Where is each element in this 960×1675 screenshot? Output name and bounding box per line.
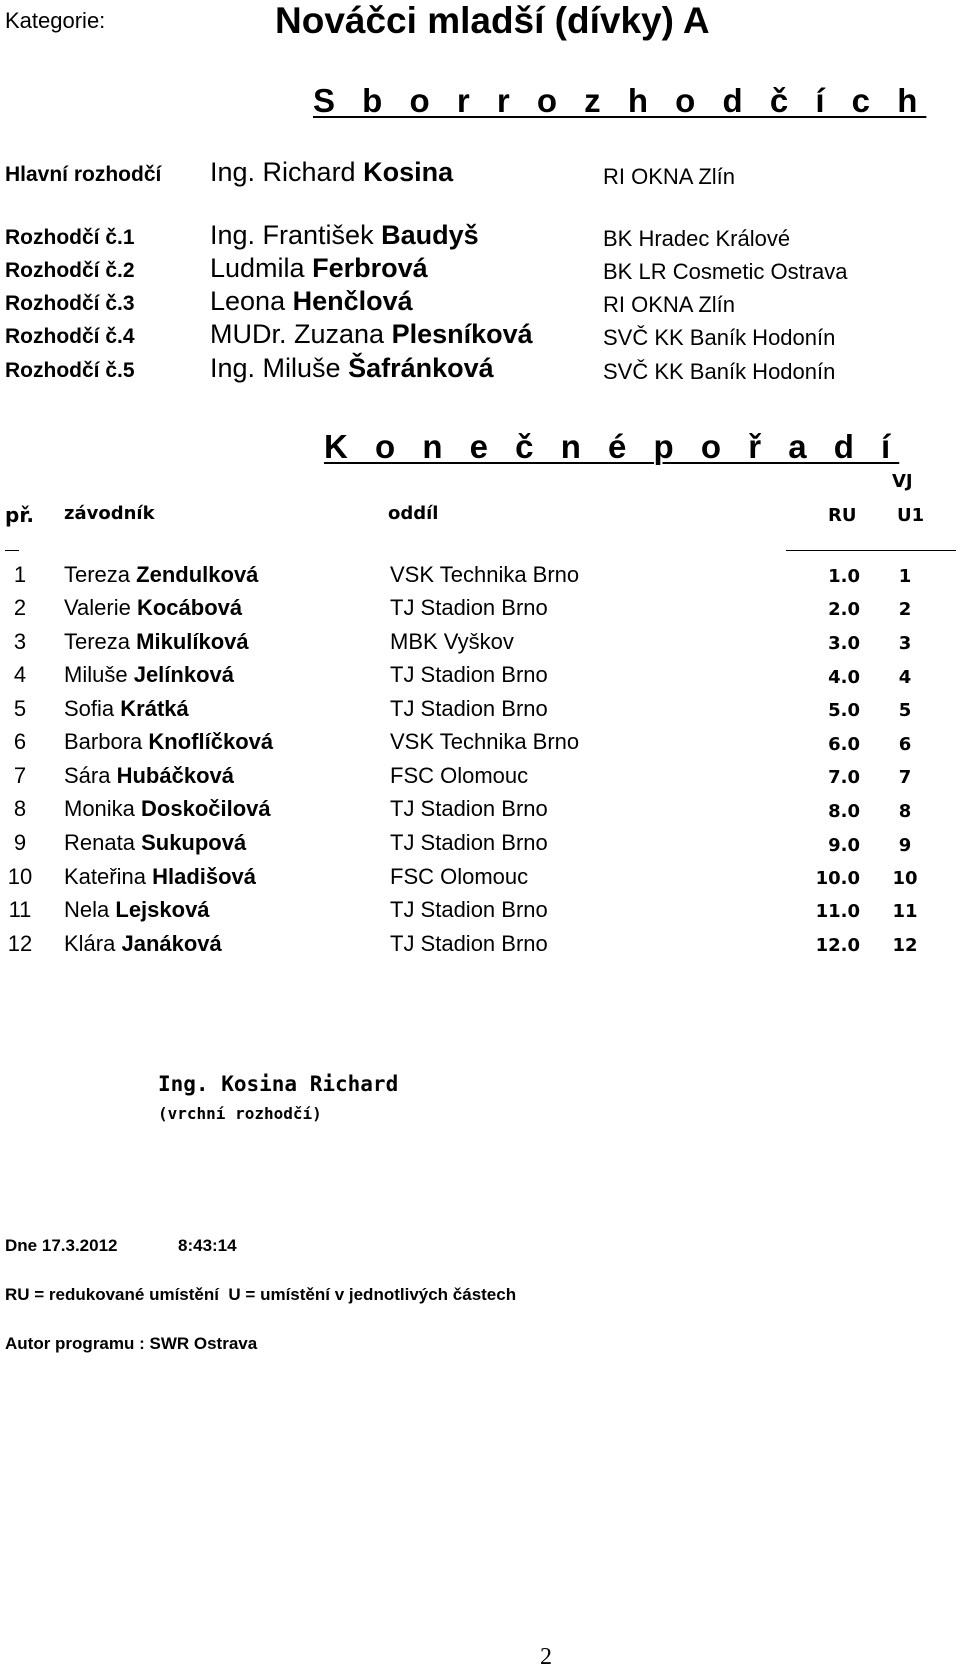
jury-club: RI OKNA Zlín [603, 292, 736, 317]
rank-cell: 12 [7, 931, 33, 956]
competitor-name: Miluše Jelínková [64, 662, 234, 687]
club-cell: FSC Olomouc [390, 763, 529, 788]
header-rule-left [5, 550, 19, 551]
club-cell: TJ Stadion Brno [390, 696, 548, 721]
footer-author: Autor programu : SWR Ostrava [5, 1334, 258, 1353]
competitor-name: Klára Janáková [64, 931, 222, 956]
competitor-name: Valerie Kocábová [64, 595, 243, 620]
ru-cell: 9.0 [828, 835, 860, 856]
club-cell: TJ Stadion Brno [390, 830, 548, 855]
jury-club: BK Hradec Králové [603, 226, 791, 251]
page-number: 2 [540, 1644, 552, 1670]
club-cell: TJ Stadion Brno [390, 662, 548, 687]
jury-role: Hlavní rozhodčí [5, 163, 162, 186]
ru-cell: 1.0 [828, 566, 860, 587]
ru-cell: 11.0 [815, 901, 860, 922]
ru-cell: 4.0 [828, 667, 860, 688]
ru-cell: 8.0 [828, 801, 860, 822]
rank-cell: 3 [13, 629, 27, 654]
competitor-name: Nela Lejsková [64, 897, 210, 922]
u1-cell: 4 [898, 667, 912, 688]
u1-cell: 3 [898, 633, 912, 654]
competitor-name: Renata Sukupová [64, 830, 247, 855]
jury-role: Rozhodčí č.4 [5, 325, 135, 348]
rank-cell: 8 [13, 796, 27, 821]
jury-name: Ing. Miluše Šafránková [210, 353, 494, 383]
footer-date: Dne 17.3.2012 [5, 1236, 118, 1255]
ru-cell: 7.0 [828, 767, 860, 788]
club-cell: MBK Vyškov [390, 629, 514, 654]
u1-cell: 8 [898, 801, 912, 822]
competitor-name: Tereza Zendulková [64, 562, 259, 587]
header-rank: př. [5, 503, 34, 527]
rank-cell: 1 [13, 562, 27, 587]
jury-club: SVČ KK Baník Hodonín [603, 359, 836, 384]
jury-name: Ing. Richard Kosina [210, 157, 454, 187]
jury-role: Rozhodčí č.3 [5, 292, 135, 315]
rank-cell: 4 [13, 662, 27, 687]
u1-cell: 10 [892, 868, 918, 889]
club-cell: TJ Stadion Brno [390, 595, 548, 620]
jury-club: SVČ KK Baník Hodonín [603, 325, 836, 350]
results-title: K o n e č n é p o ř a d í [324, 428, 900, 465]
rank-cell: 2 [13, 595, 27, 620]
jury-club: BK LR Cosmetic Ostrava [603, 259, 848, 284]
ru-cell: 12.0 [815, 935, 860, 956]
ru-cell: 2.0 [828, 599, 860, 620]
club-cell: TJ Stadion Brno [390, 931, 548, 956]
jury-name: MUDr. Zuzana Plesníková [210, 319, 533, 349]
category-title: Nováčci mladší (dívky) A [275, 0, 710, 41]
ru-cell: 5.0 [828, 700, 860, 721]
club-cell: TJ Stadion Brno [390, 897, 548, 922]
competitor-name: Sofia Krátká [64, 696, 189, 721]
signature-role: (vrchní rozhodčí) [158, 1104, 322, 1123]
header-vj: VJ [892, 471, 913, 492]
rank-cell: 10 [7, 864, 33, 889]
header-rule-right [786, 550, 956, 551]
rank-cell: 5 [13, 696, 27, 721]
u1-cell: 12 [892, 935, 918, 956]
rank-cell: 6 [13, 729, 27, 754]
ru-cell: 10.0 [815, 868, 860, 889]
header-name: závodník [64, 503, 155, 524]
competitor-name: Monika Doskočilová [64, 796, 271, 821]
u1-cell: 2 [898, 599, 912, 620]
u1-cell: 6 [898, 734, 912, 755]
competitor-name: Sára Hubáčková [64, 763, 234, 788]
footer-legend: RU = redukované umístění U = umístění v jednotlivých částech [5, 1285, 517, 1304]
jury-role: Rozhodčí č.1 [5, 226, 135, 249]
club-cell: VSK Technika Brno [390, 562, 580, 587]
u1-cell: 5 [898, 700, 912, 721]
jury-name: Ludmila Ferbrová [210, 253, 428, 283]
jury-name: Ing. František Baudyš [210, 220, 479, 250]
jury-role: Rozhodčí č.2 [5, 259, 135, 282]
rank-cell: 9 [13, 830, 27, 855]
competitor-name: Barbora Knoflíčková [64, 729, 274, 754]
club-cell: TJ Stadion Brno [390, 796, 548, 821]
u1-cell: 11 [892, 901, 918, 922]
jury-role: Rozhodčí č.5 [5, 359, 135, 382]
header-u1: U1 [897, 505, 925, 526]
u1-cell: 7 [898, 767, 912, 788]
signature-name: Ing. Kosina Richard [158, 1072, 399, 1096]
rank-cell: 7 [13, 763, 27, 788]
rank-cell: 11 [8, 897, 32, 922]
jury-name: Leona Henčlová [210, 286, 413, 316]
header-club: oddíl [388, 503, 439, 524]
category-label: Kategorie: [5, 8, 106, 33]
footer-time: 8:43:14 [178, 1236, 237, 1255]
jury-club: RI OKNA Zlín [603, 164, 736, 189]
club-cell: VSK Technika Brno [390, 729, 580, 754]
competitor-name: Tereza Mikulíková [64, 629, 249, 654]
ru-cell: 3.0 [828, 633, 860, 654]
u1-cell: 1 [898, 566, 912, 587]
competitor-name: Kateřina Hladišová [64, 864, 257, 889]
u1-cell: 9 [898, 835, 912, 856]
header-ru: RU [828, 505, 857, 526]
club-cell: FSC Olomouc [390, 864, 529, 889]
ru-cell: 6.0 [828, 734, 860, 755]
jury-title: S b o r r o z h o d č í c h [313, 82, 927, 119]
